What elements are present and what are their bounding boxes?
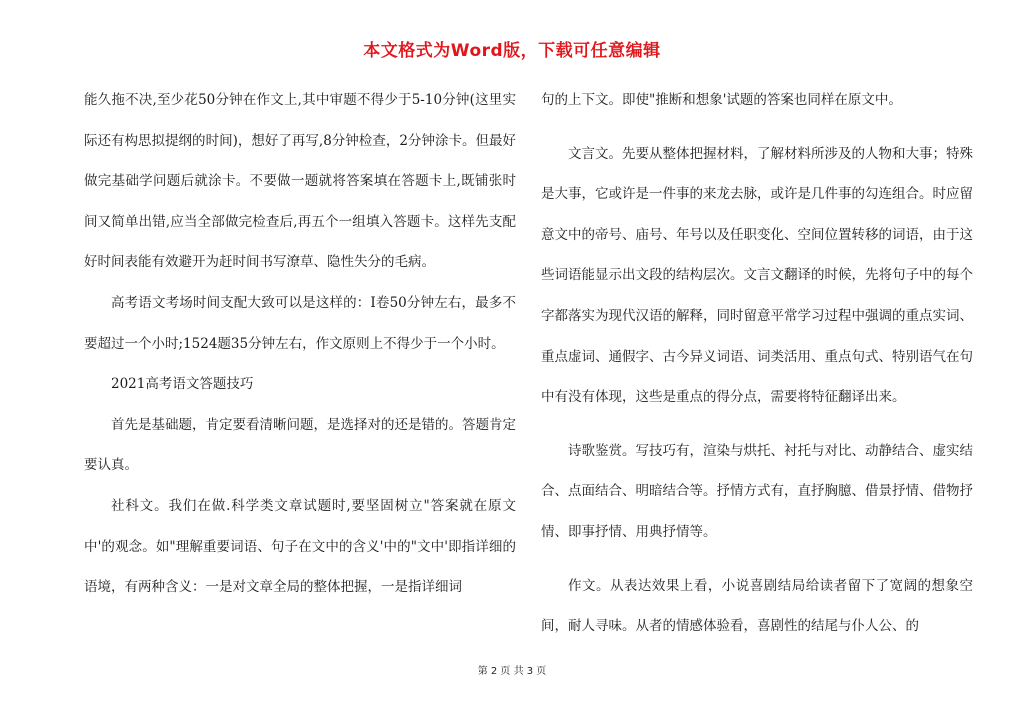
paragraph: 高考语文考场时间支配大致可以是这样的：Ⅰ卷50分钟左右，最多不要超过一个小时;1524题35分钟左右，作文原则上不得少于一个小时。 [84,294,516,352]
paragraph: 诗歌鉴赏。写技巧有，渲染与烘托、衬托与对比、动静结合、虚实结合、点面结合、明暗结合等。抒情方式有，直抒胸臆、借景抒情、借物抒情、即事抒情、用典抒情等。 [541,442,973,540]
paragraph: 能久拖不决,至少花50分钟在作文上,其中审题不得少于5-10分钟(这里实际还有构思拟提纲的时间)，想好了再写,8分钟检查，2分钟涂卡。但最好做完基础学问题后就涂卡。不要做一题就将答案填在答题卡上,既铺张时间又简单出错,应当全部做完检查后,再五个一组填入答题卡。这样先支配好时间表能有效避开为赶时间书写潦草、隐性失分的毛病。 [84,92,516,271]
page-number-footer: 第 2 页 共 3 页 [477,666,547,677]
right-text-column [541,80,973,647]
section-heading: 2021高考语文答题技巧 [111,376,254,393]
paragraph: 首先是基础题，肯定要看清晰问题，是选择对的还是错的。答题肯定要认真。 [84,416,516,474]
paragraph: 社科文。我们在做.科学类文章试题时,要坚固树立"答案就在原文中'的观念。如"理解重要词语、句子在文中的含义'中的"文中'即指详细的语境，有两种含义：一是对文章全局的整体把握，一是指详细词 [84,497,516,596]
left-text-column [84,80,516,608]
paragraph: 文言文。先要从整体把握材料，了解材料所涉及的人物和大事；特殊是大事，它或许是一件事的来龙去脉，或许是几件事的勾连组合。时应留意文中的帝号、庙号、年号以及任职变化、空间位置转移的词语，由于这些词语能显示出文段的结构层次。文言文翻译的时候，先将句子中的每个字都落实为现代汉语的解释，同时留意平常学习过程中强调的重点实词、重点虚词、通假字、古今异义词语、词类活用、重点句式、特别语气在句中有没有体现，这些是重点的得分点，需要将特征翻译出来。 [541,145,973,406]
paragraph: 句的上下文。即使"推断和想象'试题的答案也同样在原文中。 [541,92,902,108]
document-header-title: 本文格式为Word版，下载可任意编辑 [363,41,661,61]
paragraph: 作文。从表达效果上看，小说喜剧结局给读者留下了宽阔的想象空间，耐人寻味。从者的情感体验看，喜剧性的结尾与仆人公、的 [541,577,973,635]
